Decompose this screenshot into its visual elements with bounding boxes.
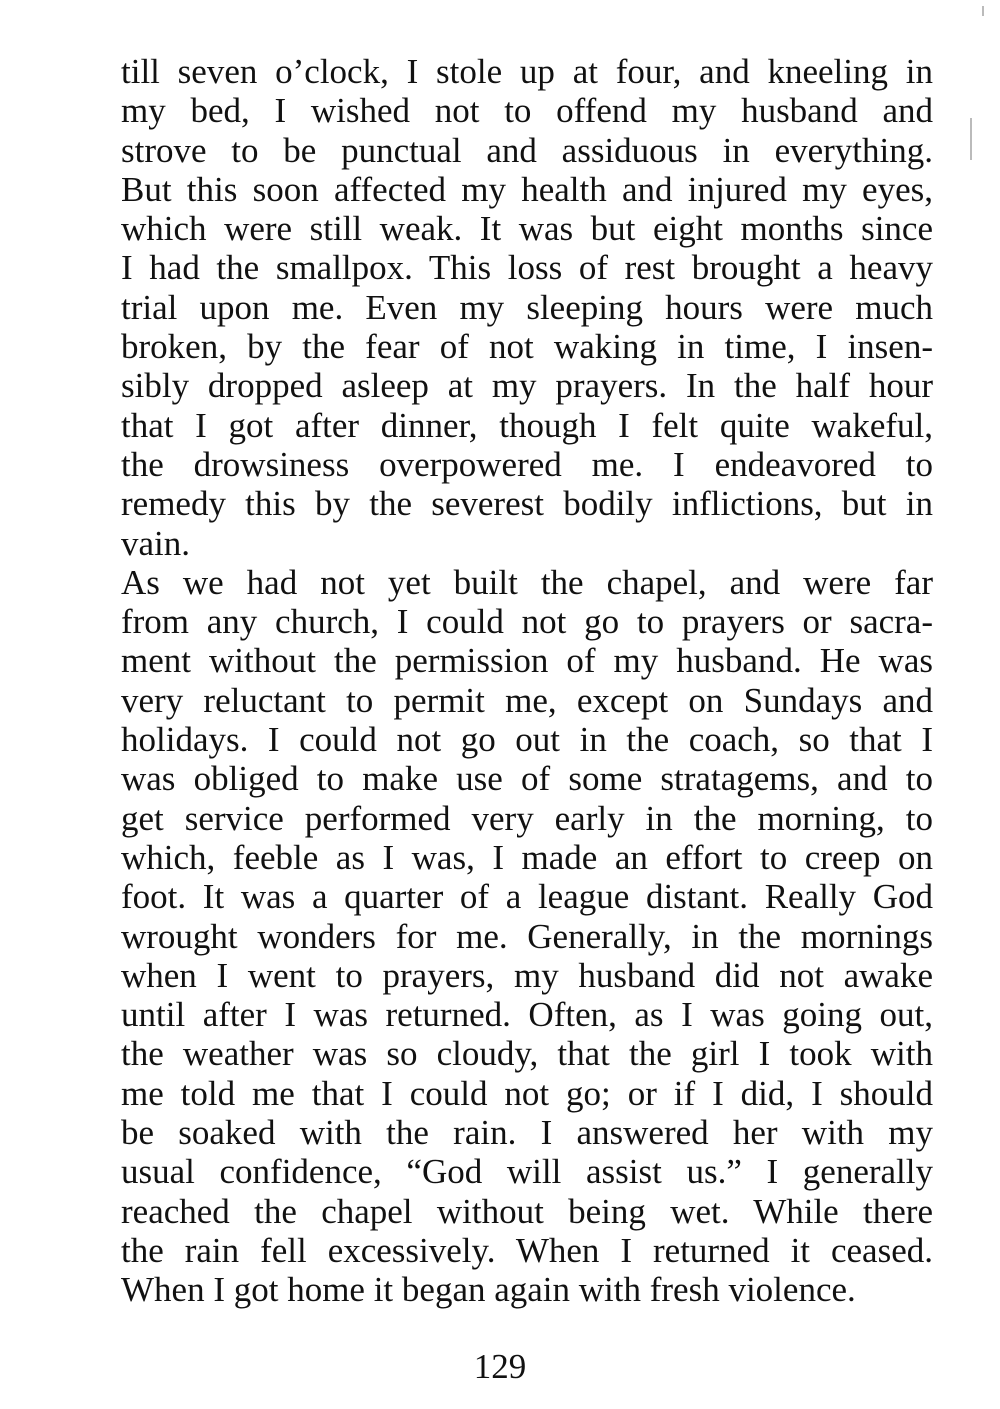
text-line: When I got home it began again with fresh violence. [121,1270,856,1310]
text-line: the drowsiness overpowered me. I endeavored to [121,444,933,484]
text-line: reached the chapel without being wet. While there [121,1191,933,1231]
text-line: until after I was returned. Often, as I was going out, [121,995,933,1035]
paragraph-1 [121,52,933,563]
text-line: usual confidence, “God will assist us.” I generally [121,1152,933,1192]
text-line: me told me that I could not go; or if I did, I should [121,1073,933,1113]
text-line: As we had not yet built the chapel, and were far [121,562,933,602]
scan-speck [982,6,984,16]
text-line: from any church, I could not go to prayers or sacra- [121,602,933,642]
text-line: the rain fell excessively. When I returned it ceased. [121,1230,933,1270]
text-line: when I went to prayers, my husband did not awake [121,955,933,995]
text-line: I had the smallpox. This loss of rest brought a heavy [121,248,933,288]
text-line: trial upon me. Even my sleeping hours were much [121,287,933,327]
text-line: But this soon affected my health and injured my eyes, [121,169,933,209]
text-line: that I got after dinner, though I felt quite wakeful, [121,405,933,445]
text-line: sibly dropped asleep at my prayers. In the half hour [121,366,933,406]
text-line: broken, by the fear of not waking in time, I insen- [121,327,933,367]
text-line: till seven o’clock, I stole up at four, and kneeling in [121,52,933,91]
text-line: which were still weak. It was but eight months since [121,209,933,249]
text-line: holidays. I could not go out in the coach, so that I [121,720,933,760]
text-line: vain. [121,523,191,563]
text-line: was obliged to make use of some stratagems, and to [121,759,933,799]
text-line: get service performed very early in the morning, to [121,798,933,838]
text-line: remedy this by the severest bodily inflictions, but in [121,484,933,524]
scan-speck [970,118,972,160]
text-line: strove to be punctual and assiduous in everything. [121,130,933,170]
text-line: ment without the permission of my husband. He was [121,641,933,681]
text-line: foot. It was a quarter of a league distant. Really God [121,877,933,917]
text-line: very reluctant to permit me, except on Sundays and [121,680,933,720]
page-body [121,52,933,1310]
text-line: my bed, I wished not to offend my husband and [121,91,933,131]
text-line: wrought wonders for me. Generally, in the mornings [121,916,933,956]
paragraph-2 [121,563,933,1310]
text-line: which, feeble as I was, I made an effort to creep on [121,837,933,877]
text-line: be soaked with the rain. I answered her with my [121,1113,933,1153]
text-line: the weather was so cloudy, that the girl I took with [121,1034,933,1074]
page-number: 129 [473,1347,527,1386]
